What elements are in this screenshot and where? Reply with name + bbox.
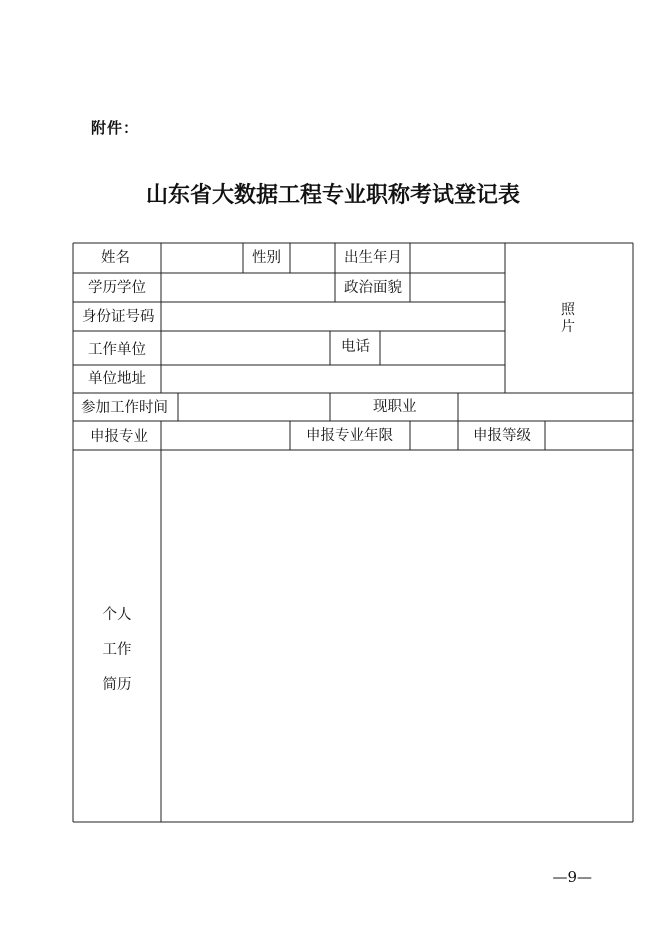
photo-label: 照片 bbox=[561, 302, 575, 335]
form-title: 山东省大数据工程专业职称考试登记表 bbox=[145, 182, 520, 208]
page-number: —9— bbox=[552, 868, 592, 886]
label-current-job: 现职业 bbox=[373, 399, 417, 415]
label-id-number: 身份证号码 bbox=[82, 309, 155, 325]
label-phone: 电话 bbox=[341, 339, 370, 355]
label-major: 申报专业 bbox=[90, 429, 148, 445]
label-work-unit: 工作单位 bbox=[88, 342, 146, 358]
attachment-label: 附件： bbox=[91, 119, 140, 137]
label-gender: 性别 bbox=[252, 250, 281, 266]
label-work-start: 参加工作时间 bbox=[81, 400, 168, 416]
label-politics: 政治面貌 bbox=[344, 280, 402, 296]
resume-label-line-2: 工作 bbox=[102, 642, 132, 658]
label-name: 姓名 bbox=[101, 250, 130, 266]
label-major-years: 申报专业年限 bbox=[306, 428, 393, 444]
resume-label-line-3: 简历 bbox=[102, 677, 132, 693]
label-education: 学历学位 bbox=[88, 280, 146, 296]
label-level: 申报等级 bbox=[473, 428, 531, 444]
label-birth: 出生年月 bbox=[344, 250, 402, 266]
resume-label-line-1: 个人 bbox=[102, 607, 132, 623]
resume-label bbox=[73, 598, 161, 703]
label-unit-address: 单位地址 bbox=[88, 371, 146, 387]
